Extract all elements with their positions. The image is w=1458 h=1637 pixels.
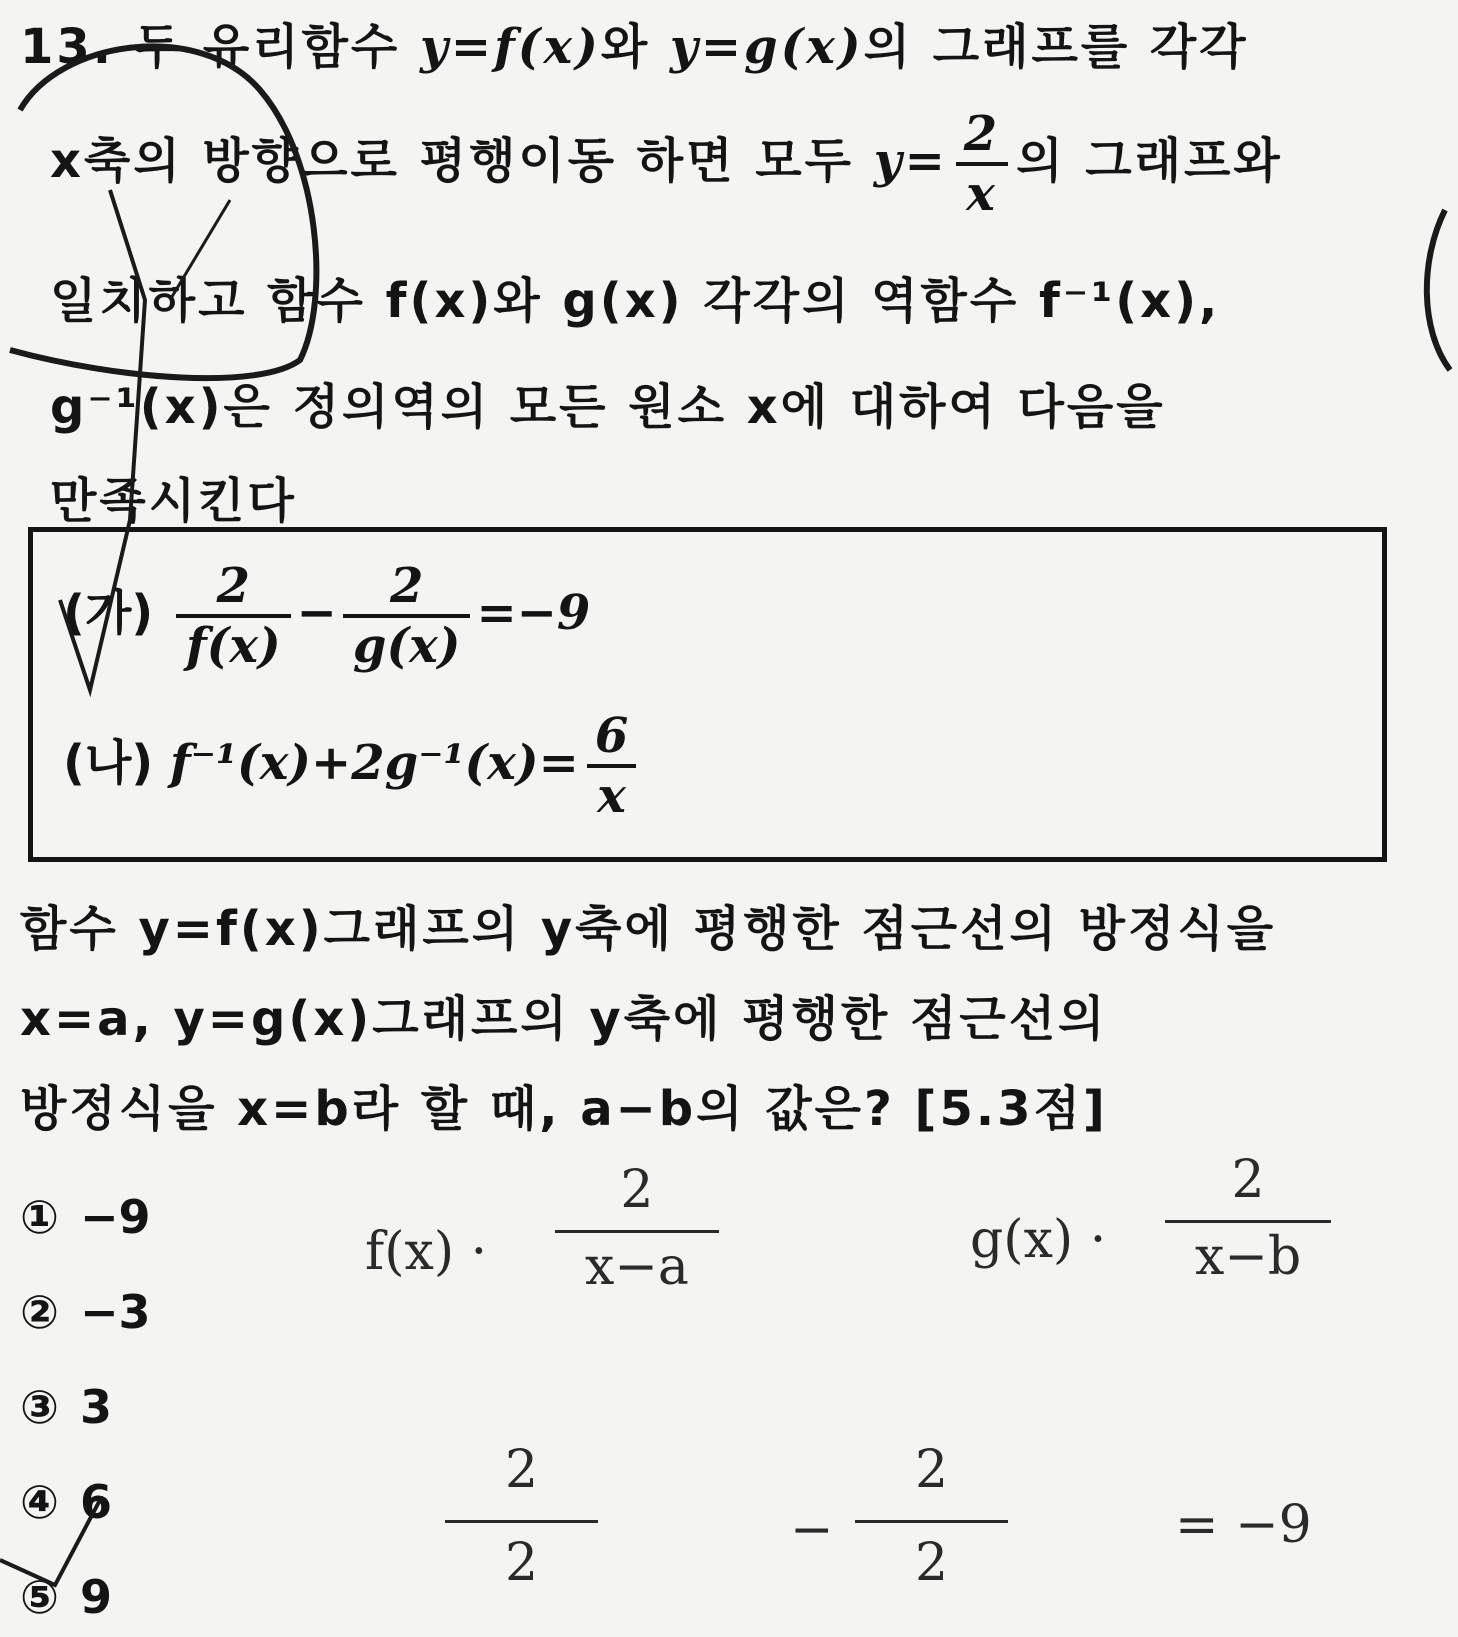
choice-5[interactable] bbox=[20, 1570, 112, 1624]
fraction-numerator: 6 bbox=[594, 708, 629, 764]
condition-label: (가) bbox=[63, 585, 154, 641]
condition-label: (나) bbox=[63, 735, 154, 791]
question-text: 의 그래프와 bbox=[1016, 133, 1283, 189]
choice-value: 6 bbox=[80, 1475, 113, 1529]
fraction-denominator: 2 bbox=[855, 1520, 1008, 1593]
choice-value: 3 bbox=[80, 1380, 113, 1434]
prompt-line-1: 함수 y=f(x)그래프의 y축에 평행한 점근선의 방정식을 bbox=[20, 901, 1277, 957]
fraction-numerator: 2 bbox=[389, 558, 424, 614]
condition-lhs: f⁻¹(x)+2g⁻¹(x)= bbox=[169, 735, 579, 791]
choice-marker: ④ bbox=[20, 1475, 59, 1529]
question-text: 두 유리함수 bbox=[133, 19, 401, 75]
handwritten-f-label: f(x) · bbox=[365, 1222, 488, 1282]
handwritten-g-label: g(x) · bbox=[970, 1210, 1107, 1270]
handwritten-fraction-bottom-2 bbox=[855, 1440, 1008, 1593]
fraction-numerator: 2 bbox=[963, 106, 1001, 162]
fraction-numerator: 2 bbox=[216, 558, 251, 614]
question-line-1 bbox=[20, 8, 1249, 77]
scribble-arc bbox=[1427, 210, 1450, 370]
question-line-2 bbox=[50, 106, 1283, 222]
handwritten-fraction-f bbox=[555, 1160, 719, 1297]
question-text: 와 bbox=[600, 19, 651, 75]
choice-marker: ② bbox=[20, 1285, 59, 1339]
fraction-denominator: x−b bbox=[1165, 1220, 1331, 1287]
fraction-denominator: x bbox=[587, 764, 636, 820]
handwritten-fraction-bottom-1 bbox=[445, 1440, 598, 1593]
fraction-denominator: 2 bbox=[445, 1520, 598, 1593]
equation-f: y=f(x) bbox=[420, 19, 601, 75]
equation-g: y=g(x) bbox=[669, 19, 864, 75]
fraction-numerator: 2 bbox=[1231, 1150, 1265, 1210]
minus-sign: − bbox=[296, 585, 337, 641]
fraction-numerator: 2 bbox=[620, 1160, 654, 1220]
question-number: 13. bbox=[20, 19, 115, 75]
fraction-2-over-gx bbox=[343, 558, 471, 674]
choice-2[interactable] bbox=[20, 1285, 151, 1339]
fraction-numerator: 2 bbox=[915, 1440, 949, 1500]
question-line-5: 만족시킨다 bbox=[50, 473, 297, 529]
fraction-denominator: x bbox=[956, 162, 1008, 218]
question-text: 의 그래프를 각각 bbox=[863, 19, 1249, 75]
fraction-numerator: 2 bbox=[505, 1440, 539, 1500]
choice-1[interactable] bbox=[20, 1190, 151, 1244]
condition-rhs: =−9 bbox=[476, 585, 591, 641]
equation-lhs: y= bbox=[873, 133, 948, 189]
choice-value: −9 bbox=[80, 1190, 151, 1244]
conditions-box bbox=[28, 527, 1387, 862]
question-line-3: 일치하고 함수 f(x)와 g(x) 각각의 역함수 f⁻¹(x), bbox=[50, 273, 1221, 329]
question-line-4: g⁻¹(x)은 정의역의 모든 원소 x에 대하여 다음을 bbox=[50, 379, 1166, 435]
choice-marker: ⑤ bbox=[20, 1570, 59, 1624]
handwritten-rhs: = −9 bbox=[1175, 1495, 1312, 1555]
fraction-2-over-fx bbox=[176, 558, 291, 674]
fraction-6-over-x bbox=[585, 708, 638, 824]
fraction-denominator: f(x) bbox=[176, 614, 291, 670]
question-text: x축의 방향으로 평행이동 하면 모두 bbox=[50, 133, 854, 189]
choice-4[interactable] bbox=[20, 1475, 112, 1529]
condition-b bbox=[63, 708, 644, 824]
choice-3[interactable] bbox=[20, 1380, 112, 1434]
handwritten-fraction-g bbox=[1165, 1150, 1331, 1287]
choice-marker: ③ bbox=[20, 1380, 59, 1434]
fraction-2-over-x bbox=[954, 106, 1010, 222]
prompt-line-3: 방정식을 x=b라 할 때, a−b의 값은? [5.3점] bbox=[20, 1081, 1108, 1137]
choice-value: −3 bbox=[80, 1285, 151, 1339]
choice-marker: ① bbox=[20, 1190, 59, 1244]
prompt-line-2: x=a, y=g(x)그래프의 y축에 평행한 점근선의 bbox=[20, 991, 1108, 1047]
handwritten-minus: − bbox=[790, 1500, 834, 1560]
condition-a bbox=[63, 558, 591, 674]
choice-value: 9 bbox=[80, 1570, 113, 1624]
fraction-denominator: x−a bbox=[555, 1230, 719, 1297]
fraction-denominator: g(x) bbox=[343, 614, 471, 670]
